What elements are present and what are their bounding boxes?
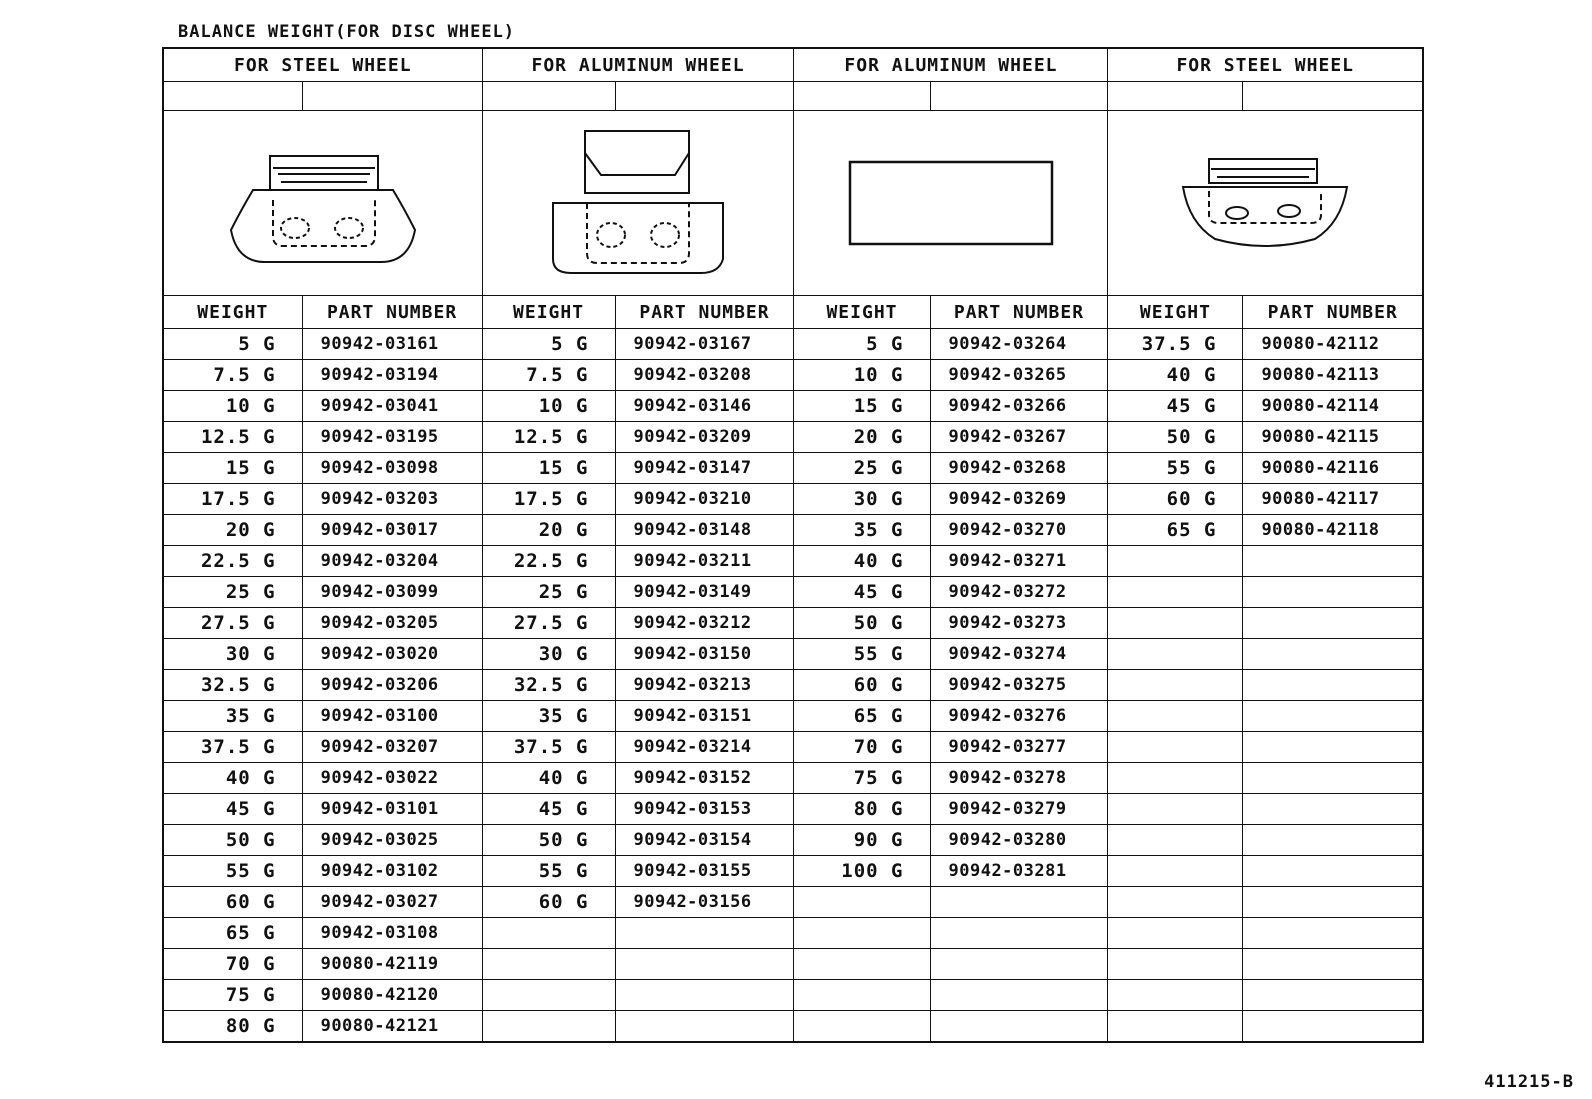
weight-cell: 15 G <box>163 453 302 484</box>
table-row <box>163 329 1423 360</box>
clip-on-weight-tall-icon <box>543 123 733 283</box>
column-header-row <box>163 296 1423 329</box>
weight-cell: 65 G <box>1108 515 1243 546</box>
part-number-cell: 90942-03204 <box>302 546 482 577</box>
weight-cell: 17.5 G <box>163 484 302 515</box>
part-number-cell: 90080-42114 <box>1243 391 1423 422</box>
weight-cell: 40 G <box>163 763 302 794</box>
adhesive-weight-icon <box>846 158 1056 248</box>
part-number-cell: 90942-03149 <box>615 577 794 608</box>
weight-cell: 20 G <box>794 422 930 453</box>
weight-cell: 45 G <box>482 794 615 825</box>
weight-cell: 50 G <box>1108 422 1243 453</box>
weight-cell: 40 G <box>794 546 930 577</box>
part-number-cell: 90942-03101 <box>302 794 482 825</box>
weight-cell: 20 G <box>482 515 615 546</box>
weight-header: WEIGHT <box>163 296 302 329</box>
part-number-cell: 90942-03041 <box>302 391 482 422</box>
part-number-cell: 90942-03098 <box>302 453 482 484</box>
part-number-cell: 90942-03268 <box>930 453 1108 484</box>
weight-cell: 90 G <box>794 825 930 856</box>
weight-cell: 65 G <box>794 701 930 732</box>
part-number-cell: 90942-03151 <box>615 701 794 732</box>
part-number-header: PART NUMBER <box>930 296 1108 329</box>
part-number-cell: 90942-03272 <box>930 577 1108 608</box>
table-row <box>163 360 1423 391</box>
part-number-cell: 90080-42118 <box>1243 515 1423 546</box>
empty-cell <box>930 980 1108 1011</box>
weight-cell: 100 G <box>794 856 930 887</box>
weight-cell: 7.5 G <box>163 360 302 391</box>
part-number-cell: 90942-03152 <box>615 763 794 794</box>
illustration-cell <box>1108 111 1423 296</box>
part-number-cell: 90942-03156 <box>615 887 794 918</box>
empty-cell <box>1108 701 1243 732</box>
part-number-cell: 90942-03271 <box>930 546 1108 577</box>
table-row <box>163 391 1423 422</box>
part-number-cell: 90942-03278 <box>930 763 1108 794</box>
empty-cell <box>1243 608 1423 639</box>
weight-header: WEIGHT <box>1108 296 1243 329</box>
part-number-cell: 90942-03206 <box>302 670 482 701</box>
illustration-row <box>163 111 1423 296</box>
balance-weight-table <box>162 47 1424 1043</box>
part-number-cell: 90942-03099 <box>302 577 482 608</box>
illustration-cell <box>482 111 794 296</box>
table-row <box>163 1011 1423 1043</box>
table-row <box>163 701 1423 732</box>
table-row <box>163 763 1423 794</box>
part-number-header: PART NUMBER <box>302 296 482 329</box>
part-number-cell: 90942-03267 <box>930 422 1108 453</box>
section-title: FOR ALUMINUM WHEEL <box>794 48 1108 82</box>
part-number-cell: 90942-03146 <box>615 391 794 422</box>
empty-cell <box>930 887 1108 918</box>
empty-cell <box>1243 794 1423 825</box>
weight-cell: 10 G <box>163 391 302 422</box>
part-number-cell: 90080-42119 <box>302 949 482 980</box>
weight-cell: 55 G <box>794 639 930 670</box>
table-row <box>163 918 1423 949</box>
empty-cell <box>930 1011 1108 1043</box>
empty-cell <box>794 918 930 949</box>
weight-cell: 20 G <box>163 515 302 546</box>
clip-on-weight-icon <box>223 138 423 268</box>
weight-cell: 60 G <box>482 887 615 918</box>
part-number-cell: 90942-03155 <box>615 856 794 887</box>
part-number-cell: 90942-03265 <box>930 360 1108 391</box>
table-row <box>163 825 1423 856</box>
empty-cell <box>302 82 482 111</box>
weight-cell: 27.5 G <box>163 608 302 639</box>
illustration-cell <box>163 111 482 296</box>
empty-cell <box>1108 546 1243 577</box>
empty-cell <box>1108 856 1243 887</box>
weight-cell: 70 G <box>794 732 930 763</box>
empty-cell <box>1108 763 1243 794</box>
empty-cell <box>1108 670 1243 701</box>
weight-cell: 75 G <box>794 763 930 794</box>
weight-cell: 60 G <box>163 887 302 918</box>
empty-cell <box>930 82 1108 111</box>
part-number-cell: 90942-03207 <box>302 732 482 763</box>
empty-cell <box>794 887 930 918</box>
weight-cell: 12.5 G <box>163 422 302 453</box>
part-number-cell: 90942-03280 <box>930 825 1108 856</box>
part-number-cell: 90942-03277 <box>930 732 1108 763</box>
section-header-row <box>163 48 1423 82</box>
empty-cell <box>1243 887 1423 918</box>
weight-cell: 5 G <box>163 329 302 360</box>
weight-cell: 40 G <box>482 763 615 794</box>
empty-cell <box>1108 608 1243 639</box>
part-number-cell: 90942-03208 <box>615 360 794 391</box>
empty-cell <box>1108 794 1243 825</box>
figure-id: 411215-B <box>1484 1072 1574 1092</box>
empty-cell <box>1243 856 1423 887</box>
weight-cell: 15 G <box>482 453 615 484</box>
weight-cell: 25 G <box>794 453 930 484</box>
table-row <box>163 670 1423 701</box>
part-number-cell: 90942-03275 <box>930 670 1108 701</box>
part-number-cell: 90942-03017 <box>302 515 482 546</box>
empty-cell <box>163 82 302 111</box>
part-number-cell: 90942-03213 <box>615 670 794 701</box>
section-title: FOR ALUMINUM WHEEL <box>482 48 794 82</box>
empty-cell <box>1243 701 1423 732</box>
part-number-cell: 90942-03266 <box>930 391 1108 422</box>
empty-cell <box>794 980 930 1011</box>
empty-cell <box>482 82 615 111</box>
empty-cell <box>615 82 794 111</box>
empty-cell <box>1108 732 1243 763</box>
empty-cell <box>1243 546 1423 577</box>
empty-cell <box>1108 949 1243 980</box>
weight-cell: 15 G <box>794 391 930 422</box>
part-number-cell: 90942-03212 <box>615 608 794 639</box>
part-number-cell: 90942-03025 <box>302 825 482 856</box>
weight-cell: 30 G <box>482 639 615 670</box>
empty-cell <box>1108 1011 1243 1043</box>
part-number-cell: 90942-03161 <box>302 329 482 360</box>
part-number-cell: 90942-03203 <box>302 484 482 515</box>
table-row <box>163 856 1423 887</box>
empty-cell <box>794 82 930 111</box>
weight-cell: 45 G <box>794 577 930 608</box>
part-number-cell: 90942-03269 <box>930 484 1108 515</box>
weight-cell: 55 G <box>163 856 302 887</box>
weight-cell: 50 G <box>163 825 302 856</box>
empty-cell <box>615 1011 794 1043</box>
part-number-cell: 90942-03167 <box>615 329 794 360</box>
part-number-cell: 90080-42117 <box>1243 484 1423 515</box>
part-number-cell: 90942-03102 <box>302 856 482 887</box>
table-row <box>163 577 1423 608</box>
part-number-cell: 90080-42121 <box>302 1011 482 1043</box>
part-number-cell: 90942-03100 <box>302 701 482 732</box>
weight-cell: 35 G <box>794 515 930 546</box>
illustration-cell <box>794 111 1108 296</box>
empty-cell <box>930 918 1108 949</box>
part-number-cell: 90942-03209 <box>615 422 794 453</box>
part-number-cell: 90942-03022 <box>302 763 482 794</box>
weight-cell: 35 G <box>482 701 615 732</box>
empty-cell <box>615 949 794 980</box>
empty-cell <box>1108 980 1243 1011</box>
table-row <box>163 639 1423 670</box>
table-row <box>163 980 1423 1011</box>
table-row <box>163 949 1423 980</box>
empty-cell <box>1108 639 1243 670</box>
table-row <box>163 608 1423 639</box>
weight-cell: 37.5 G <box>1108 329 1243 360</box>
part-number-cell: 90942-03147 <box>615 453 794 484</box>
empty-cell <box>1243 763 1423 794</box>
part-number-cell: 90942-03214 <box>615 732 794 763</box>
section-title: FOR STEEL WHEEL <box>163 48 482 82</box>
weight-cell: 22.5 G <box>482 546 615 577</box>
table-row <box>163 484 1423 515</box>
weight-cell: 45 G <box>163 794 302 825</box>
part-number-cell: 90080-42112 <box>1243 329 1423 360</box>
weight-cell: 80 G <box>794 794 930 825</box>
weight-cell: 10 G <box>794 360 930 391</box>
empty-cell <box>1243 949 1423 980</box>
weight-cell: 55 G <box>482 856 615 887</box>
empty-cell <box>615 980 794 1011</box>
empty-cell <box>1243 918 1423 949</box>
part-number-cell: 90942-03153 <box>615 794 794 825</box>
document-title: BALANCE WEIGHT(FOR DISC WHEEL) <box>178 22 516 42</box>
weight-cell: 50 G <box>794 608 930 639</box>
part-number-cell: 90942-03210 <box>615 484 794 515</box>
part-number-header: PART NUMBER <box>615 296 794 329</box>
part-number-cell: 90942-03276 <box>930 701 1108 732</box>
table-row <box>163 422 1423 453</box>
weight-header: WEIGHT <box>482 296 615 329</box>
part-number-cell: 90942-03150 <box>615 639 794 670</box>
weight-cell: 37.5 G <box>482 732 615 763</box>
weight-cell: 30 G <box>794 484 930 515</box>
weight-cell: 37.5 G <box>163 732 302 763</box>
empty-cell <box>482 980 615 1011</box>
empty-cell <box>794 1011 930 1043</box>
weight-cell: 10 G <box>482 391 615 422</box>
part-number-cell: 90942-03108 <box>302 918 482 949</box>
part-number-cell: 90942-03195 <box>302 422 482 453</box>
table-row <box>163 546 1423 577</box>
part-number-cell: 90942-03211 <box>615 546 794 577</box>
empty-cell <box>1108 825 1243 856</box>
part-number-cell: 90080-42113 <box>1243 360 1423 391</box>
weight-cell: 60 G <box>794 670 930 701</box>
empty-cell <box>615 918 794 949</box>
part-number-cell: 90942-03205 <box>302 608 482 639</box>
empty-cell <box>1243 577 1423 608</box>
part-number-cell: 90080-42115 <box>1243 422 1423 453</box>
empty-cell <box>930 949 1108 980</box>
weight-cell: 30 G <box>163 639 302 670</box>
part-number-cell: 90942-03194 <box>302 360 482 391</box>
weight-cell: 60 G <box>1108 484 1243 515</box>
weight-cell: 70 G <box>163 949 302 980</box>
empty-cell <box>482 1011 615 1043</box>
weight-cell: 45 G <box>1108 391 1243 422</box>
empty-cell <box>482 949 615 980</box>
weight-cell: 32.5 G <box>482 670 615 701</box>
table-row <box>163 453 1423 484</box>
empty-cell <box>1108 82 1243 111</box>
weight-cell: 22.5 G <box>163 546 302 577</box>
part-number-cell: 90942-03148 <box>615 515 794 546</box>
empty-cell <box>1108 887 1243 918</box>
empty-cell <box>1243 1011 1423 1043</box>
table-row <box>163 887 1423 918</box>
empty-cell <box>1243 732 1423 763</box>
weight-cell: 65 G <box>163 918 302 949</box>
weight-cell: 40 G <box>1108 360 1243 391</box>
empty-cell <box>794 949 930 980</box>
empty-cell <box>1243 825 1423 856</box>
table-row <box>163 515 1423 546</box>
table-row <box>163 732 1423 763</box>
part-number-cell: 90942-03020 <box>302 639 482 670</box>
part-number-cell: 90080-42120 <box>302 980 482 1011</box>
empty-cell <box>482 918 615 949</box>
part-number-cell: 90942-03281 <box>930 856 1108 887</box>
weight-cell: 32.5 G <box>163 670 302 701</box>
empty-cell <box>1108 577 1243 608</box>
empty-cell <box>1243 980 1423 1011</box>
part-number-cell: 90080-42116 <box>1243 453 1423 484</box>
part-number-cell: 90942-03270 <box>930 515 1108 546</box>
weight-cell: 17.5 G <box>482 484 615 515</box>
empty-cell <box>1108 918 1243 949</box>
weight-header: WEIGHT <box>794 296 930 329</box>
weight-cell: 5 G <box>794 329 930 360</box>
section-title: FOR STEEL WHEEL <box>1108 48 1423 82</box>
weight-cell: 25 G <box>482 577 615 608</box>
part-number-cell: 90942-03027 <box>302 887 482 918</box>
empty-cell <box>1243 639 1423 670</box>
empty-cell <box>1243 670 1423 701</box>
part-number-cell: 90942-03154 <box>615 825 794 856</box>
clip-on-weight-round-icon <box>1175 153 1355 253</box>
weight-cell: 27.5 G <box>482 608 615 639</box>
weight-cell: 25 G <box>163 577 302 608</box>
part-number-header: PART NUMBER <box>1243 296 1423 329</box>
part-number-cell: 90942-03274 <box>930 639 1108 670</box>
part-number-cell: 90942-03279 <box>930 794 1108 825</box>
blank-row <box>163 82 1423 111</box>
weight-cell: 5 G <box>482 329 615 360</box>
weight-cell: 12.5 G <box>482 422 615 453</box>
part-number-cell: 90942-03273 <box>930 608 1108 639</box>
weight-cell: 75 G <box>163 980 302 1011</box>
table-body <box>163 329 1423 1043</box>
weight-cell: 55 G <box>1108 453 1243 484</box>
empty-cell <box>1243 82 1423 111</box>
weight-cell: 50 G <box>482 825 615 856</box>
weight-cell: 7.5 G <box>482 360 615 391</box>
weight-cell: 80 G <box>163 1011 302 1043</box>
part-number-cell: 90942-03264 <box>930 329 1108 360</box>
table-row <box>163 794 1423 825</box>
weight-cell: 35 G <box>163 701 302 732</box>
